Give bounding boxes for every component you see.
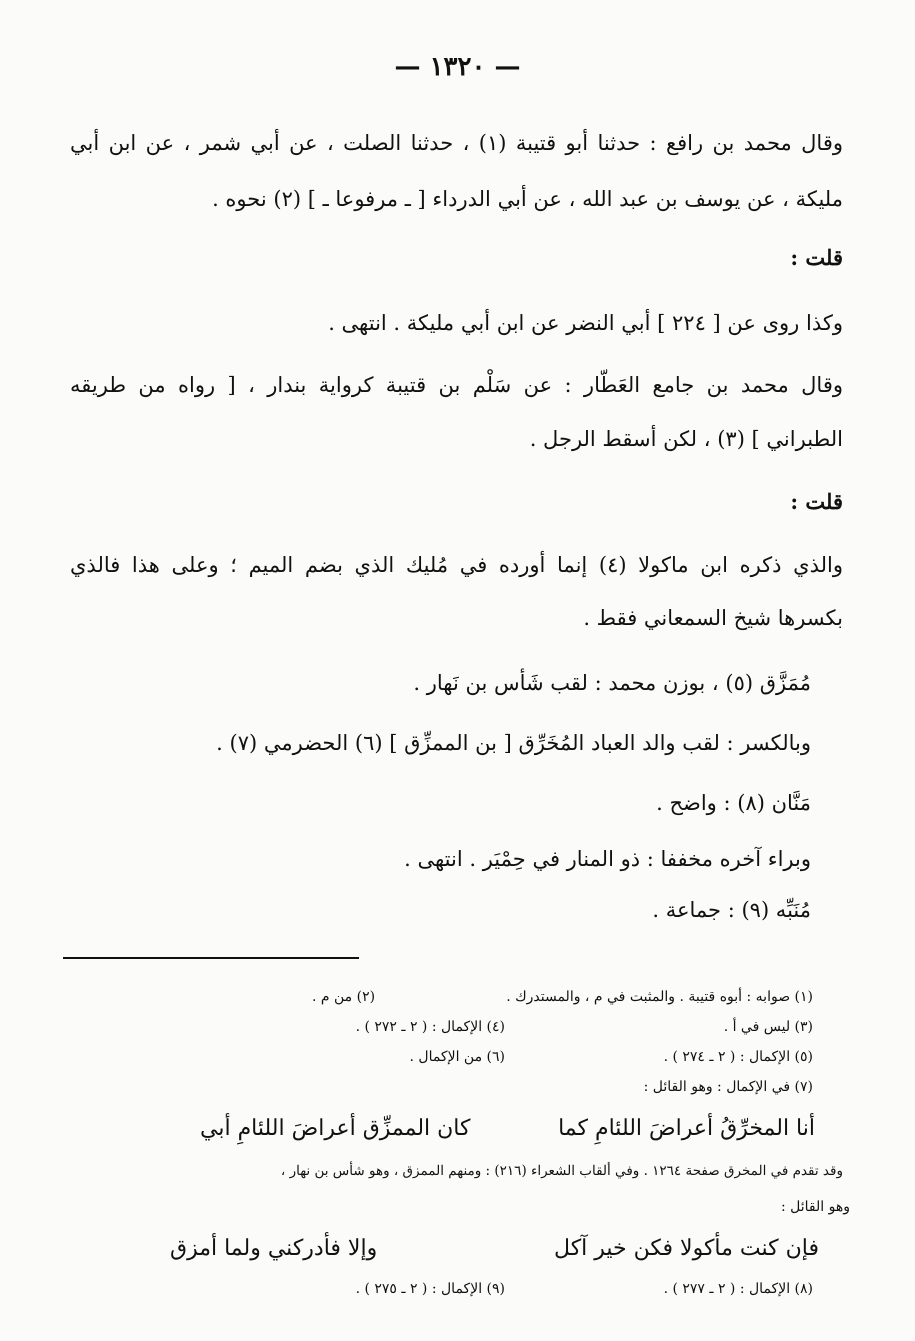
body-line: وكذا روى عن [ ٢٢٤ ] أبي النضر عن ابن أبي مليكة . انتهى .	[328, 311, 843, 335]
body-line: بكسرها شيخ السمعاني فقط .	[583, 606, 843, 630]
footnote: وهو القائل :	[781, 1199, 850, 1215]
footnote: (٧) في الإكمال : وهو القائل :	[643, 1079, 813, 1095]
footnote: (١) صوابه : أبوه قتيبة . والمثبت في م ، والمستدرك .	[506, 989, 813, 1005]
footnote: (٤) الإكمال : ( ٢ ـ ٢٧٢ ) .	[355, 1019, 505, 1035]
body-line: مليكة ، عن يوسف بن عبد الله ، عن أبي الدرداء [ ـ مرفوعا ـ ] (٢) نحوه .	[212, 187, 843, 211]
body-line: والذي ذكره ابن ماكولا (٤) إنما أورده في مُليك الذي بضم الميم ؛ وعلى هذا فالذي	[70, 553, 843, 577]
footnote: (٦) من الإكمال .	[409, 1049, 505, 1065]
footnote: وقد تقدم في المخرق صفحة ١٢٦٤ . وفي ألقاب الشعراء (٢١٦) : ومنهم الممزق ، وهو شأس بن نهار ،	[280, 1163, 843, 1179]
verse-hemistich: فإن كنت مأكولا فكن خير آكل	[554, 1236, 819, 1261]
footnote: (٣) ليس في أ .	[723, 1019, 813, 1035]
verse-hemistich: أنا المخرِّقُ أعراضَ اللئامِ كما	[558, 1116, 815, 1141]
entry-line: مَنَّان (٨) : واضح .	[656, 791, 811, 815]
entry-line: وبراء آخره مخففا : ذو المنار في حِمْيَر . انتهى .	[404, 847, 811, 871]
page-number: — ١٣٢٠ —	[394, 52, 521, 82]
footnote: (٩) الإكمال : ( ٢ ـ ٢٧٥ ) .	[355, 1281, 505, 1297]
verse-hemistich: كان الممزِّق أعراضَ اللئامِ أبي	[200, 1116, 471, 1141]
section-heading: قلت :	[790, 245, 843, 270]
entry-line: مُنَبِّه (٩) : جماعة .	[652, 898, 811, 922]
verse-line	[200, 1112, 815, 1146]
entry-line: مُمَزَّق (٥) ، بوزن محمد : لقب شَأس بن نَهار .	[413, 671, 811, 695]
footnote: (٢) من م .	[312, 989, 376, 1005]
verse-hemistich: وإلا فأدركني ولما أمزق	[170, 1236, 378, 1261]
body-line: وقال محمد بن جامع العَطّار : عن سَلْم بن قتيبة كرواية بندار ، [ رواه من طريقه	[70, 373, 843, 397]
footnote: (٨) الإكمال : ( ٢ ـ ٢٧٧ ) .	[663, 1281, 813, 1297]
footnote-divider	[63, 957, 359, 959]
footnote: (٥) الإكمال : ( ٢ ـ ٢٧٤ ) .	[663, 1049, 813, 1065]
body-line: وقال محمد بن رافع : حدثنا أبو قتيبة (١) ، حدثنا الصلت ، عن أبي شمر ، عن ابن أبي	[70, 131, 843, 155]
entry-line: وبالكسر : لقب والد العباد المُخَرِّق [ بن الممزِّق ] (٦) الحضرمي (٧) .	[216, 731, 811, 755]
verse-line	[170, 1232, 819, 1266]
body-line: الطبراني ] (٣) ، لكن أسقط الرجل .	[529, 427, 843, 451]
section-heading: قلت :	[790, 489, 843, 514]
